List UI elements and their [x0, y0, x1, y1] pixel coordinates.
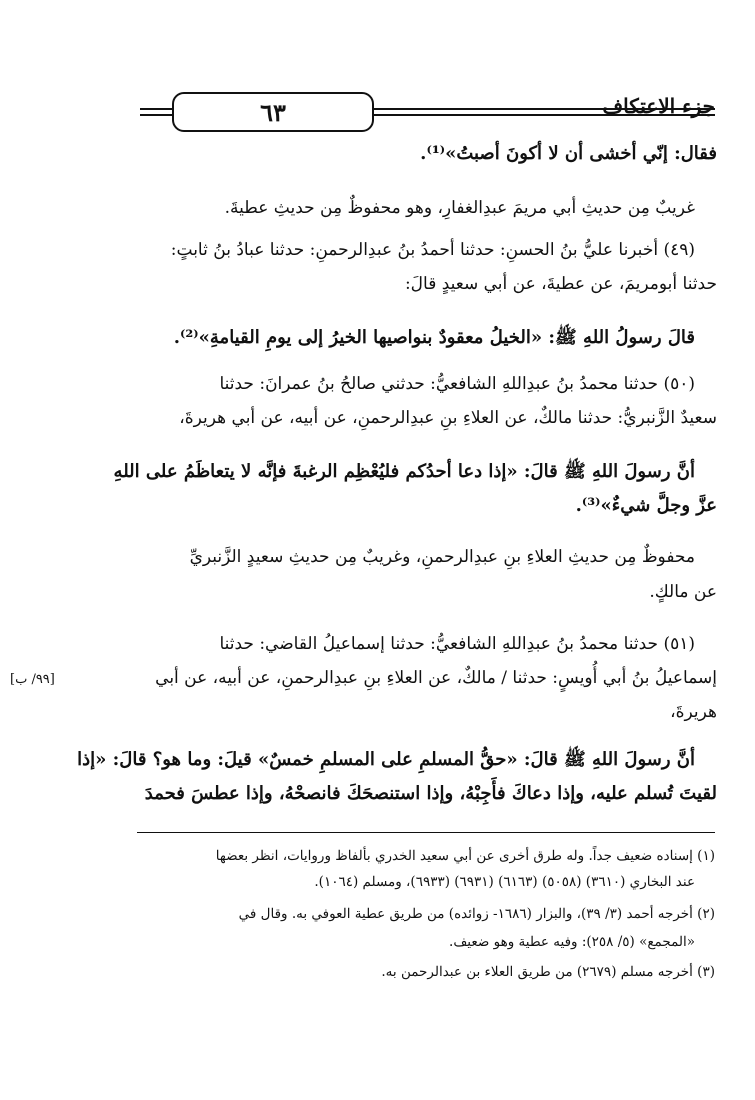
- paragraph-line: محفوظٌ مِن حديثِ العلاءِ بنِ عبدِالرحمنِ، وغريبٌ مِن حديثِ سعيدٍ الزَّنبريِّ: [189, 547, 695, 567]
- running-title: جزء الاعتكاف: [602, 94, 715, 118]
- paragraph-line: أنَّ رسولَ اللهِ ﷺ قالَ: «إذا دعا أحدُكم فليُعْظِم الرغبةَ فإنَّه لا يتعاظَمُ على اللهِ: [113, 461, 695, 482]
- paragraph-line: (٥٠) حدثنا محمدُ بنُ عبدِاللهِ الشافعيُّ: حدثني صالحُ بنُ عمرانَ: حدثنا: [219, 374, 695, 394]
- page-number: ٦٣: [172, 92, 374, 132]
- paragraph-line: عزَّ وجلَّ شيءٌ»⁽³⁾.: [575, 495, 717, 516]
- footnote-line: (١) إسناده ضعيف جداً. وله طرق أخرى عن أبي سعيد الخدري بألفاظ وروايات، انظر بعضها: [215, 848, 715, 864]
- footnote-line: عند البخاري (٣٦١٠) (٥٠٥٨) (٦١٦٣) (٦٩٣١) (٦٩٣٣)، ومسلم (١٠٦٤).: [314, 874, 695, 890]
- footnote-line: «المجمع» (٥/ ٢٥٨): وفيه عطية وهو ضعيف.: [449, 934, 695, 950]
- paragraph-line: أنَّ رسولَ اللهِ ﷺ قالَ: «حقُّ المسلمِ على المسلمِ خمسٌ» قيلَ: وما هو؟ قالَ: «إذا: [77, 749, 695, 770]
- paragraph-line: غريبٌ مِن حديثِ أبي مريمَ عبدِالغفارِ، وهو محفوظٌ مِن حديثِ عطيةَ.: [224, 198, 695, 218]
- paragraph-line: قالَ رسولُ اللهِ ﷺ: «الخيلُ معقودٌ بنواصيها الخيرُ إلى يومِ القيامةِ»⁽²⁾.: [173, 327, 695, 348]
- paragraph-line: عن مالكٍ.: [649, 582, 717, 602]
- margin-note: [٩٩/ ب]: [10, 672, 55, 687]
- paragraph-line: فقال: إنّي أخشى أن لا أكونَ أصبتُ»⁽¹⁾.: [420, 143, 717, 164]
- paragraph-line: (٤٩) أخبرنا عليُّ بنُ الحسنِ: حدثنا أحمدُ بنُ عبدِالرحمنِ: حدثنا عبادُ بنُ ثابتٍ:: [170, 240, 695, 260]
- paragraph-line: حدثنا أبومريمَ، عن عطيةَ، عن أبي سعيدٍ قالَ:: [404, 274, 717, 294]
- footnote-line: (٣) أخرجه مسلم (٢٦٧٩) من طريق العلاء بن عبدالرحمن به.: [381, 964, 715, 980]
- paragraph-line: لقيتَ تُسلم عليه، وإذا دعاكَ فأَجِبْهُ، وإذا استنصحَكَ فانصحْهُ، وإذا عطسَ فحمدَ: [144, 783, 717, 804]
- footnote-line: (٢) أخرجه أحمد (٣/ ٣٩)، والبزار (١٦٨٦- زوائده) من طريق عطية العوفي به. وقال في: [238, 906, 715, 922]
- paragraph-line: إسماعيلُ بنُ أبي أُويسٍ: حدثنا / مالكٌ، عن العلاءِ بنِ عبدِالرحمنِ، عن أبيه، عن أبي: [155, 668, 717, 688]
- page-header: [140, 92, 715, 138]
- paragraph-line: هريرةَ،: [670, 702, 717, 722]
- paragraph-line: (٥١) حدثنا محمدُ بنُ عبدِاللهِ الشافعيُّ: حدثنا إسماعيلُ القاضي: حدثنا: [219, 634, 695, 654]
- paragraph-line: سعيدٌ الزَّنبريُّ: حدثنا مالكٌ، عن العلاءِ بنِ عبدِالرحمنِ، عن أبيه، عن أبي هريرةَ،: [179, 408, 717, 428]
- footnote-separator: [137, 832, 715, 833]
